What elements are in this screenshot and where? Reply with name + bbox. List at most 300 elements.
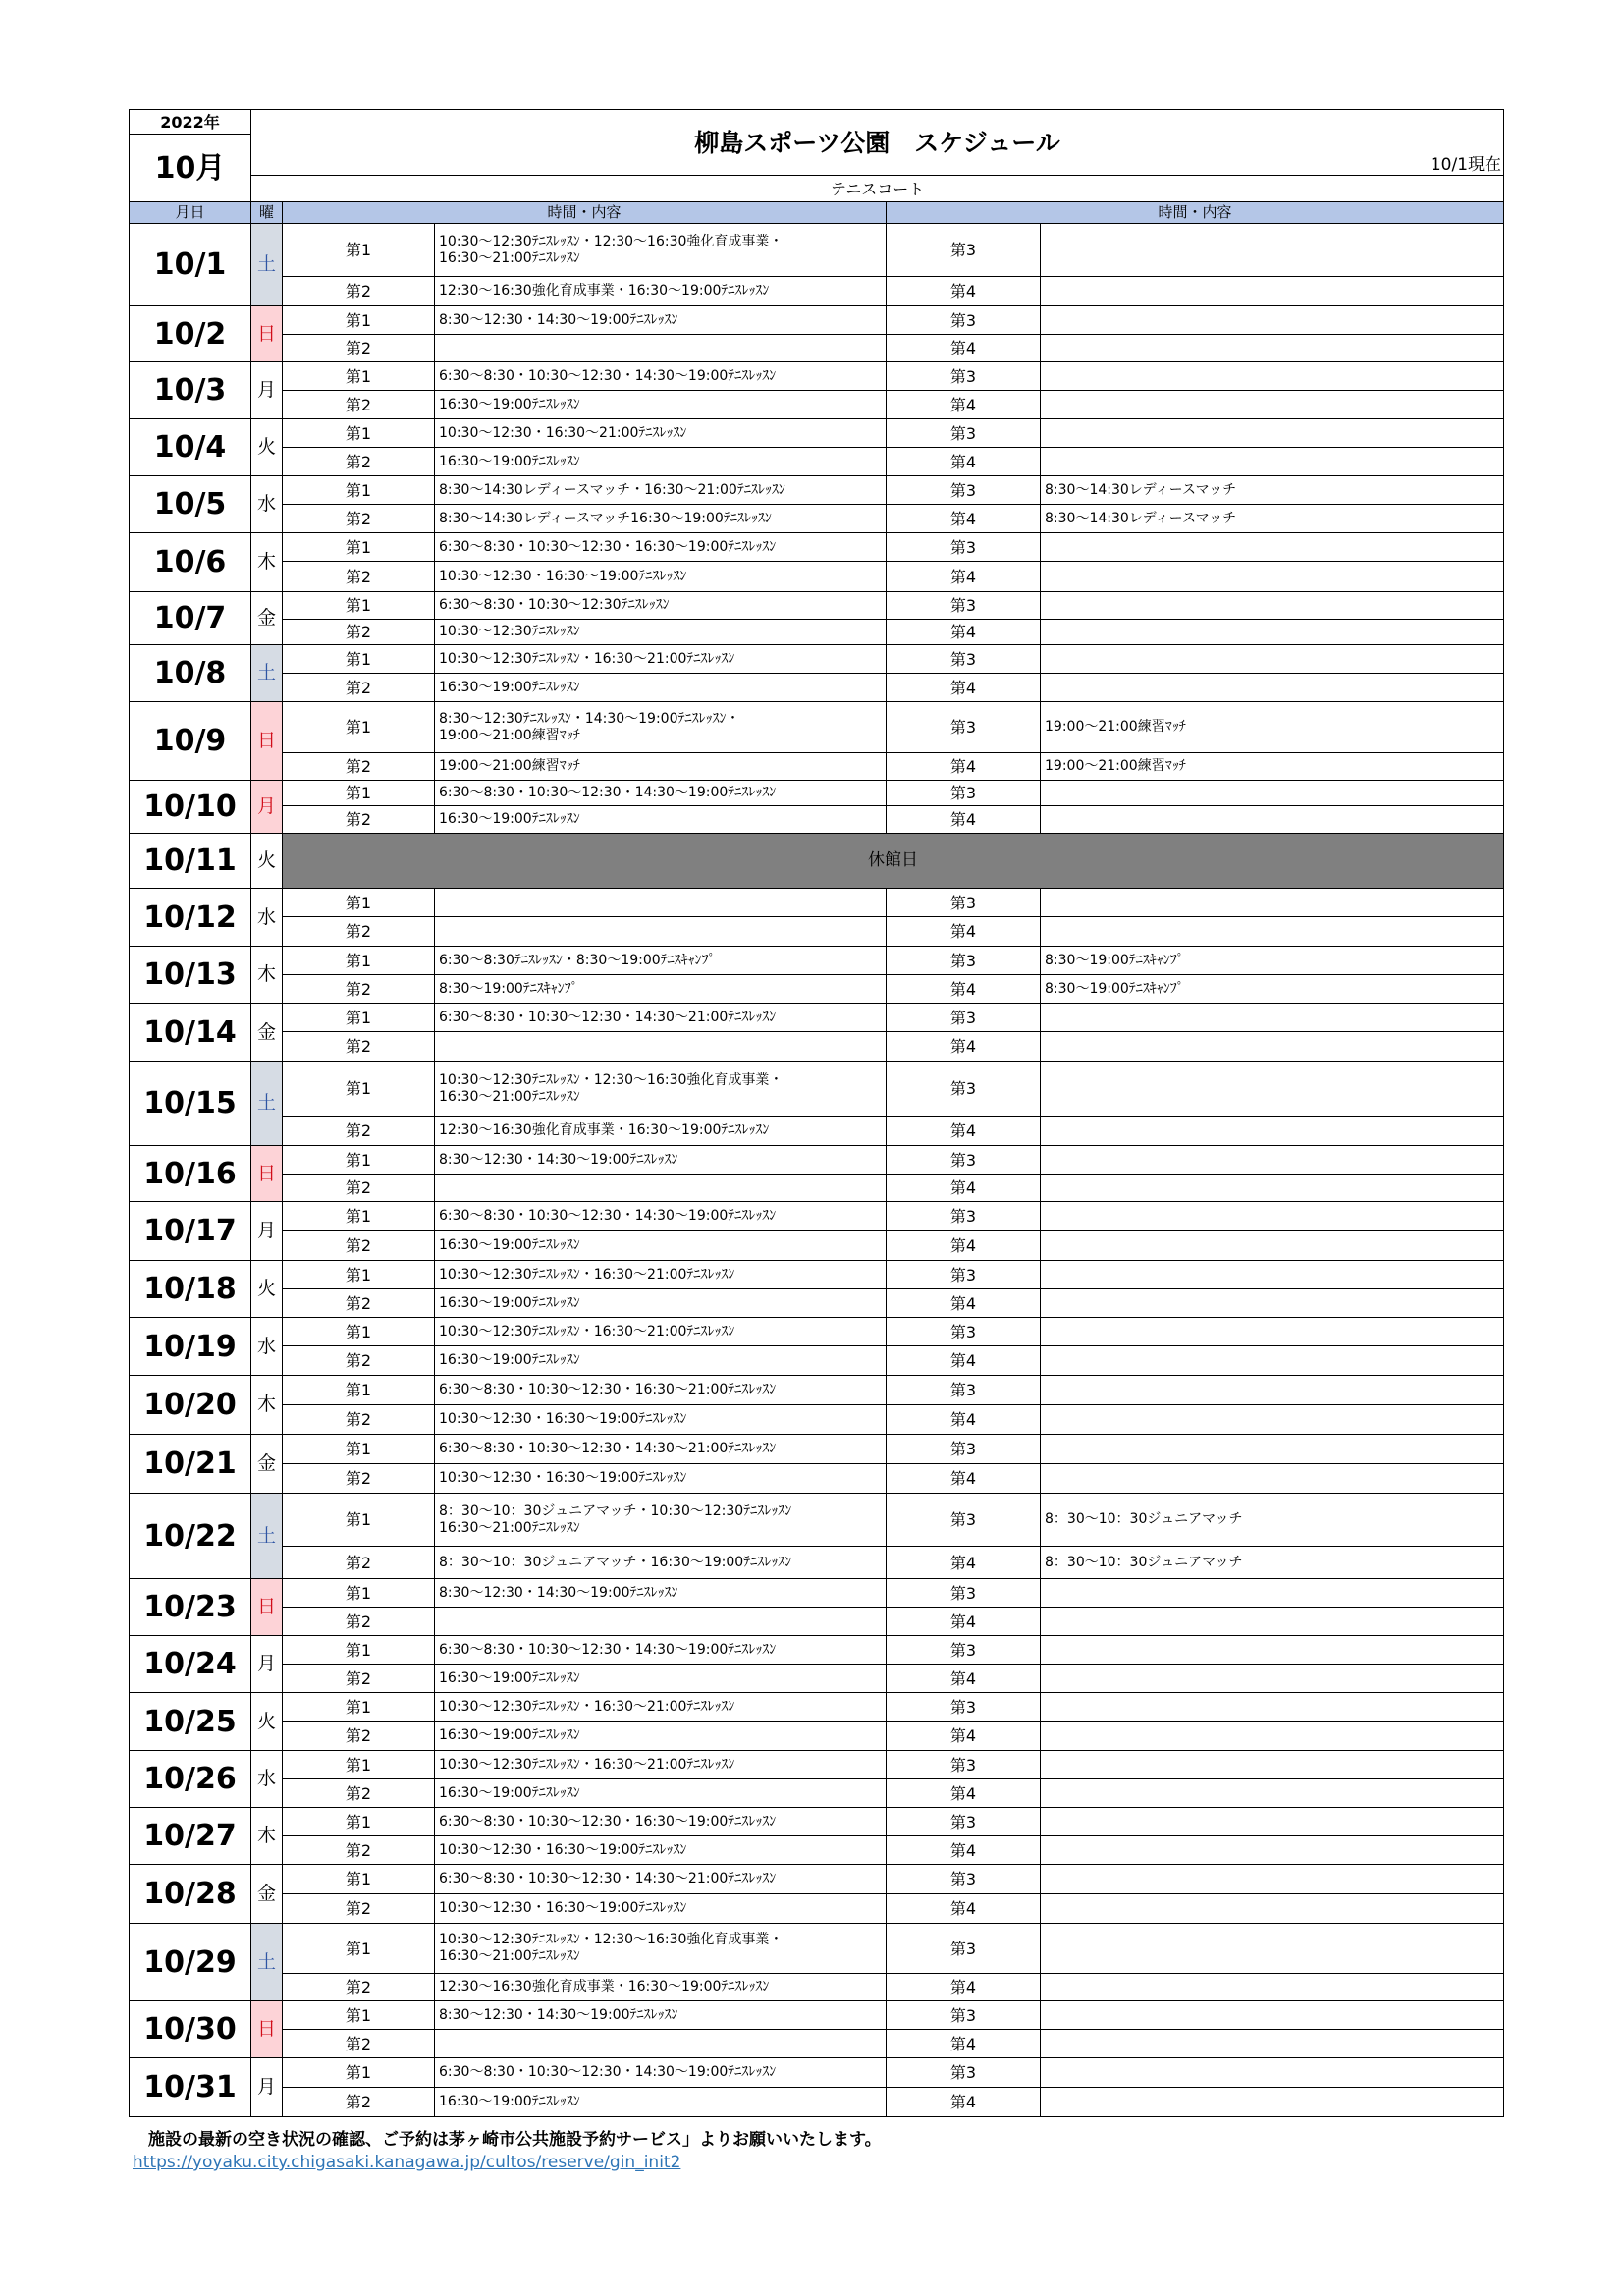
court-2-content: [435, 1175, 887, 1202]
day-row-second: [130, 1405, 1504, 1435]
day-row: [130, 1004, 1504, 1032]
court-3-content: 8：30～10：30ジュニアマッチ: [1041, 1494, 1504, 1547]
day-row: [130, 224, 1504, 277]
day-of-week: 日: [251, 1146, 283, 1202]
court-1-label: 第1: [283, 889, 435, 917]
day-row: [130, 533, 1504, 562]
court-3-content: [1041, 1435, 1504, 1464]
court-2-label: 第2: [283, 335, 435, 362]
schedule-sheet: [129, 109, 1503, 2117]
court-1-content: 6:30～8:30・10:30～12:30・14:30～19:00ﾃﾆｽﾚｯｽﾝ: [435, 1202, 887, 1231]
day-date: 10/27: [130, 1808, 251, 1865]
court-4-content: [1041, 1231, 1504, 1261]
day-row: [130, 1261, 1504, 1289]
court-3-content: [1041, 645, 1504, 674]
court-3-content: 19:00～21:00練習ﾏｯﾁ: [1041, 702, 1504, 753]
court-1-label: 第1: [283, 1579, 435, 1608]
day-date: 10/25: [130, 1693, 251, 1751]
court-2-label: 第2: [283, 1547, 435, 1579]
court-3-label: 第3: [887, 592, 1041, 620]
court-1-label: 第1: [283, 592, 435, 620]
court-2-content: 16:30～19:00ﾃﾆｽﾚｯｽﾝ: [435, 1231, 887, 1261]
court-1-label: 第1: [283, 1693, 435, 1722]
day-date: 10/6: [130, 533, 251, 592]
court-3-label: 第3: [887, 419, 1041, 448]
court-1-content: 6:30～8:30ﾃﾆｽﾚｯｽﾝ・8:30～19:00ﾃﾆｽｷｬﾝﾌﾟ: [435, 947, 887, 975]
court-2-label: 第2: [283, 1836, 435, 1865]
court-3-content: [1041, 592, 1504, 620]
court-3-label: 第3: [887, 1435, 1041, 1464]
court-2-content: 16:30～19:00ﾃﾆｽﾚｯｽﾝ: [435, 674, 887, 702]
court-4-content: [1041, 1894, 1504, 1924]
day-row-second: [130, 1722, 1504, 1751]
day-date: 10/16: [130, 1146, 251, 1202]
court-4-label: 第4: [887, 917, 1041, 947]
court-3-content: [1041, 2058, 1504, 2088]
day-row: [130, 1146, 1504, 1175]
court-1-content: 10:30～12:30ﾃﾆｽﾚｯｽﾝ・16:30～21:00ﾃﾆｽﾚｯｽﾝ: [435, 1261, 887, 1289]
court-2-content: 8：30～10：30ジュニアマッチ・16:30～19:00ﾃﾆｽﾚｯｽﾝ: [435, 1547, 887, 1579]
court-4-content: [1041, 917, 1504, 947]
day-of-week: 木: [251, 947, 283, 1004]
month-label: 10月: [130, 135, 251, 202]
day-of-week: 水: [251, 889, 283, 947]
day-of-week: 日: [251, 2001, 283, 2058]
court-2-label: 第2: [283, 1608, 435, 1636]
day-row: [130, 1435, 1504, 1464]
day-of-week: 日: [251, 306, 283, 362]
court-1-label: 第1: [283, 645, 435, 674]
court-1-content: 6:30～8:30・10:30～12:30・14:30～21:00ﾃﾆｽﾚｯｽﾝ: [435, 1865, 887, 1894]
footer-note: 施設の最新の空き状況の確認、ご予約は茅ヶ崎市公共施設予約サービス」よりお願いいたします。: [148, 2130, 882, 2150]
court-2-label: 第2: [283, 505, 435, 533]
court-2-content: 12:30～16:30強化育成事業・16:30～19:00ﾃﾆｽﾚｯｽﾝ: [435, 1974, 887, 2001]
court-1-content: 8:30～12:30・14:30～19:00ﾃﾆｽﾚｯｽﾝ: [435, 2001, 887, 2030]
day-of-week: 土: [251, 224, 283, 306]
court-2-label: 第2: [283, 1117, 435, 1146]
court-1-content: 8:30～14:30レディースマッチ・16:30～21:00ﾃﾆｽﾚｯｽﾝ: [435, 476, 887, 505]
as-of-date: 10/1現在: [1430, 155, 1502, 175]
court-4-label: 第4: [887, 1117, 1041, 1146]
court-3-content: [1041, 1376, 1504, 1405]
court-2-content: [435, 1608, 887, 1636]
court-3-label: 第3: [887, 224, 1041, 277]
court-4-content: [1041, 2088, 1504, 2117]
day-date: 10/29: [130, 1924, 251, 2001]
court-4-label: 第4: [887, 1405, 1041, 1435]
court-1-content: 10:30～12:30ﾃﾆｽﾚｯｽﾝ・16:30～21:00ﾃﾆｽﾚｯｽﾝ: [435, 1751, 887, 1779]
day-of-week: 金: [251, 1865, 283, 1924]
day-of-week: 木: [251, 533, 283, 592]
court-1-label: 第1: [283, 1004, 435, 1032]
court-1-content: 6:30～8:30・10:30～12:30・14:30～19:00ﾃﾆｽﾚｯｽﾝ: [435, 781, 887, 806]
court-1-content: 10:30～12:30ﾃﾆｽﾚｯｽﾝ・16:30～21:00ﾃﾆｽﾚｯｽﾝ: [435, 645, 887, 674]
court-3-content: [1041, 781, 1504, 806]
day-row-second: [130, 753, 1504, 781]
day-date: 10/12: [130, 889, 251, 947]
court-4-content: [1041, 1289, 1504, 1318]
court-2-label: 第2: [283, 2030, 435, 2058]
court-1-content: 6:30～8:30・10:30～12:30ﾃﾆｽﾚｯｽﾝ: [435, 592, 887, 620]
court-3-content: [1041, 362, 1504, 391]
court-2-label: 第2: [283, 1779, 435, 1808]
court-3-content: [1041, 1924, 1504, 1974]
court-1-content: 8：30～10：30ジュニアマッチ・10:30～12:30ﾃﾆｽﾚｯｽﾝ 16:30～21:00ﾃﾆｽﾚｯｽﾝ: [435, 1494, 887, 1547]
day-date: 10/4: [130, 419, 251, 476]
court-2-label: 第2: [283, 562, 435, 592]
court-1-label: 第1: [283, 1865, 435, 1894]
court-2-content: 10:30～12:30・16:30～19:00ﾃﾆｽﾚｯｽﾝ: [435, 1836, 887, 1865]
court-1-content: 6:30～8:30・10:30～12:30・16:30～21:00ﾃﾆｽﾚｯｽﾝ: [435, 1376, 887, 1405]
day-date: 10/24: [130, 1636, 251, 1693]
day-row: [130, 1808, 1504, 1836]
court-3-content: [1041, 1579, 1504, 1608]
court-2-content: 16:30～19:00ﾃﾆｽﾚｯｽﾝ: [435, 391, 887, 419]
day-date: 10/5: [130, 476, 251, 533]
court-2-label: 第2: [283, 1974, 435, 2001]
day-row-second: [130, 1665, 1504, 1693]
court-3-label: 第3: [887, 1261, 1041, 1289]
court-3-content: [1041, 1318, 1504, 1346]
day-row-second: [130, 1608, 1504, 1636]
court-4-content: 8：30～10：30ジュニアマッチ: [1041, 1547, 1504, 1579]
court-2-content: 16:30～19:00ﾃﾆｽﾚｯｽﾝ: [435, 1289, 887, 1318]
day-row-second: [130, 2088, 1504, 2117]
court-1-content: 10:30～12:30ﾃﾆｽﾚｯｽﾝ・12:30～16:30強化育成事業・ 16:30～21:00ﾃﾆｽﾚｯｽﾝ: [435, 1924, 887, 1974]
court-4-content: 8:30～14:30レディースマッチ: [1041, 505, 1504, 533]
court-1-label: 第1: [283, 533, 435, 562]
court-4-content: [1041, 562, 1504, 592]
court-4-label: 第4: [887, 1836, 1041, 1865]
court-3-label: 第3: [887, 947, 1041, 975]
court-3-content: [1041, 1751, 1504, 1779]
court-3-label: 第3: [887, 1494, 1041, 1547]
court-2-label: 第2: [283, 2088, 435, 2117]
court-1-content: [435, 889, 887, 917]
court-2-content: [435, 1032, 887, 1062]
court-3-content: [1041, 1865, 1504, 1894]
court-3-label: 第3: [887, 1693, 1041, 1722]
day-date: 10/31: [130, 2058, 251, 2117]
title-text: 柳島スポーツ公園 スケジュール: [694, 128, 1060, 157]
court-1-label: 第1: [283, 1146, 435, 1175]
court-1-label: 第1: [283, 2001, 435, 2030]
court-1-content: 6:30～8:30・10:30～12:30・16:30～19:00ﾃﾆｽﾚｯｽﾝ: [435, 533, 887, 562]
court-1-content: 10:30～12:30ﾃﾆｽﾚｯｽﾝ・12:30～16:30強化育成事業・ 16:30～21:00ﾃﾆｽﾚｯｽﾝ: [435, 1062, 887, 1117]
day-of-week: 土: [251, 645, 283, 702]
court-4-content: [1041, 1974, 1504, 2001]
day-date: 10/7: [130, 592, 251, 645]
court-2-content: 16:30～19:00ﾃﾆｽﾚｯｽﾝ: [435, 1779, 887, 1808]
day-row-second: [130, 806, 1504, 834]
col-content1-header: 時間・内容: [283, 202, 887, 224]
day-of-week: 火: [251, 1693, 283, 1751]
court-1-label: 第1: [283, 1261, 435, 1289]
day-of-week: 月: [251, 362, 283, 419]
day-of-week: 火: [251, 419, 283, 476]
court-4-label: 第4: [887, 1032, 1041, 1062]
page-title: [251, 110, 1504, 176]
court-3-label: 第3: [887, 1636, 1041, 1665]
court-3-label: 第3: [887, 2001, 1041, 2030]
court-4-label: 第4: [887, 1289, 1041, 1318]
day-of-week: 日: [251, 702, 283, 781]
court-4-content: [1041, 1346, 1504, 1376]
court-4-label: 第4: [887, 448, 1041, 476]
court-1-label: 第1: [283, 476, 435, 505]
court-3-content: [1041, 1636, 1504, 1665]
day-row: [130, 1579, 1504, 1608]
court-1-content: 6:30～8:30・10:30～12:30・14:30～21:00ﾃﾆｽﾚｯｽﾝ: [435, 1004, 887, 1032]
day-row-second: [130, 505, 1504, 533]
day-of-week: 木: [251, 1376, 283, 1435]
day-of-week: 土: [251, 1062, 283, 1146]
court-3-content: [1041, 2001, 1504, 2030]
court-2-content: 8:30～19:00ﾃﾆｽｷｬﾝﾌﾟ: [435, 975, 887, 1004]
day-date: 10/13: [130, 947, 251, 1004]
day-date: 10/9: [130, 702, 251, 781]
court-1-label: 第1: [283, 306, 435, 335]
court-4-content: [1041, 1722, 1504, 1751]
day-row: [130, 362, 1504, 391]
day-date: 10/15: [130, 1062, 251, 1146]
day-of-week: 火: [251, 834, 283, 889]
court-4-label: 第4: [887, 562, 1041, 592]
court-1-label: 第1: [283, 362, 435, 391]
court-2-content: 16:30～19:00ﾃﾆｽﾚｯｽﾝ: [435, 2088, 887, 2117]
court-2-label: 第2: [283, 1665, 435, 1693]
court-3-content: [1041, 1693, 1504, 1722]
court-2-content: 12:30～16:30強化育成事業・16:30～19:00ﾃﾆｽﾚｯｽﾝ: [435, 277, 887, 306]
day-of-week: 金: [251, 1004, 283, 1062]
day-row-second: [130, 335, 1504, 362]
court-2-label: 第2: [283, 1464, 435, 1494]
court-4-content: [1041, 806, 1504, 834]
court-2-content: 16:30～19:00ﾃﾆｽﾚｯｽﾝ: [435, 806, 887, 834]
day-row-second: [130, 1117, 1504, 1146]
day-row: [130, 1062, 1504, 1117]
court-3-content: 8:30～19:00ﾃﾆｽｷｬﾝﾌﾟ: [1041, 947, 1504, 975]
court-3-label: 第3: [887, 645, 1041, 674]
day-date: 10/23: [130, 1579, 251, 1636]
court-4-label: 第4: [887, 1175, 1041, 1202]
court-4-label: 第4: [887, 1346, 1041, 1376]
day-row: [130, 592, 1504, 620]
day-row-second: [130, 1779, 1504, 1808]
day-row-second: [130, 1175, 1504, 1202]
closed-label: 休館日: [283, 834, 1504, 889]
court-2-label: 第2: [283, 391, 435, 419]
court-1-label: 第1: [283, 947, 435, 975]
court-2-content: 10:30～12:30・16:30～19:00ﾃﾆｽﾚｯｽﾝ: [435, 1405, 887, 1435]
court-2-label: 第2: [283, 1032, 435, 1062]
court-3-content: [1041, 224, 1504, 277]
day-row-second: [130, 1289, 1504, 1318]
day-row: [130, 1693, 1504, 1722]
court-4-label: 第4: [887, 2030, 1041, 2058]
court-1-content: 6:30～8:30・10:30～12:30・14:30～19:00ﾃﾆｽﾚｯｽﾝ: [435, 1636, 887, 1665]
court-1-label: 第1: [283, 2058, 435, 2088]
day-date: 10/18: [130, 1261, 251, 1318]
day-row: [130, 1636, 1504, 1665]
day-row: [130, 1924, 1504, 1974]
day-of-week: 木: [251, 1808, 283, 1865]
day-of-week: 金: [251, 592, 283, 645]
court-3-label: 第3: [887, 1579, 1041, 1608]
court-4-content: [1041, 335, 1504, 362]
court-4-content: [1041, 1175, 1504, 1202]
schedule-table: [129, 109, 1504, 2117]
court-2-content: [435, 335, 887, 362]
day-row: [130, 476, 1504, 505]
day-date: 10/1: [130, 224, 251, 306]
day-row-second: [130, 674, 1504, 702]
day-date: 10/26: [130, 1751, 251, 1808]
day-row-second: [130, 391, 1504, 419]
court-4-content: 19:00～21:00練習ﾏｯﾁ: [1041, 753, 1504, 781]
day-of-week: 月: [251, 2058, 283, 2117]
court-3-label: 第3: [887, 1924, 1041, 1974]
court-3-content: [1041, 419, 1504, 448]
day-date: 10/10: [130, 781, 251, 834]
court-2-content: [435, 2030, 887, 2058]
day-row-second: [130, 1894, 1504, 1924]
court-3-label: 第3: [887, 1808, 1041, 1836]
court-1-content: 10:30～12:30ﾃﾆｽﾚｯｽﾝ・12:30～16:30強化育成事業・ 16:30～21:00ﾃﾆｽﾚｯｽﾝ: [435, 224, 887, 277]
court-3-label: 第3: [887, 1062, 1041, 1117]
day-date: 10/11: [130, 834, 251, 889]
court-3-label: 第3: [887, 2058, 1041, 2088]
court-1-content: 8:30～12:30ﾃﾆｽﾚｯｽﾝ・14:30～19:00ﾃﾆｽﾚｯｽﾝ・ 19:00～21:00練習ﾏｯﾁ: [435, 702, 887, 753]
day-row-second: [130, 1464, 1504, 1494]
day-row-second: [130, 975, 1504, 1004]
court-1-label: 第1: [283, 1318, 435, 1346]
day-of-week: 金: [251, 1435, 283, 1494]
court-1-label: 第1: [283, 1636, 435, 1665]
court-3-label: 第3: [887, 476, 1041, 505]
day-row: [130, 2058, 1504, 2088]
day-of-week: 水: [251, 476, 283, 533]
court-4-label: 第4: [887, 1894, 1041, 1924]
court-2-label: 第2: [283, 277, 435, 306]
court-2-content: 12:30～16:30強化育成事業・16:30～19:00ﾃﾆｽﾚｯｽﾝ: [435, 1117, 887, 1146]
court-4-label: 第4: [887, 335, 1041, 362]
court-4-label: 第4: [887, 1464, 1041, 1494]
year-label: 2022年: [130, 110, 251, 135]
court-3-label: 第3: [887, 1751, 1041, 1779]
court-1-label: 第1: [283, 1376, 435, 1405]
court-4-label: 第4: [887, 1608, 1041, 1636]
day-row-second: [130, 448, 1504, 476]
court-2-content: 16:30～19:00ﾃﾆｽﾚｯｽﾝ: [435, 448, 887, 476]
court-1-content: 10:30～12:30ﾃﾆｽﾚｯｽﾝ・16:30～21:00ﾃﾆｽﾚｯｽﾝ: [435, 1318, 887, 1346]
court-1-content: 10:30～12:30ﾃﾆｽﾚｯｽﾝ・16:30～21:00ﾃﾆｽﾚｯｽﾝ: [435, 1693, 887, 1722]
day-row-second: [130, 2030, 1504, 2058]
day-date: 10/22: [130, 1494, 251, 1579]
court-3-content: [1041, 1146, 1504, 1175]
court-2-label: 第2: [283, 1231, 435, 1261]
court-3-label: 第3: [887, 1376, 1041, 1405]
day-row: [130, 1376, 1504, 1405]
court-4-content: [1041, 674, 1504, 702]
court-3-content: [1041, 306, 1504, 335]
reservation-link[interactable]: https://yoyaku.city.chigasaki.kanagawa.jp/cultos/reserve/gin_init2: [133, 2153, 681, 2172]
court-2-label: 第2: [283, 753, 435, 781]
court-4-content: 8:30～19:00ﾃﾆｽｷｬﾝﾌﾟ: [1041, 975, 1504, 1004]
col-dow-header: 曜: [251, 202, 283, 224]
day-of-week: 水: [251, 1751, 283, 1808]
day-row-second: [130, 1974, 1504, 2001]
court-3-label: 第3: [887, 1146, 1041, 1175]
day-date: 10/17: [130, 1202, 251, 1261]
court-4-label: 第4: [887, 1779, 1041, 1808]
court-1-label: 第1: [283, 1494, 435, 1547]
day-row: [130, 1494, 1504, 1547]
day-row-second: [130, 1547, 1504, 1579]
court-2-content: 16:30～19:00ﾃﾆｽﾚｯｽﾝ: [435, 1346, 887, 1376]
day-date: 10/3: [130, 362, 251, 419]
day-row: [130, 1751, 1504, 1779]
court-2-content: 10:30～12:30ﾃﾆｽﾚｯｽﾝ: [435, 620, 887, 645]
court-3-content: [1041, 533, 1504, 562]
day-row: [130, 889, 1504, 917]
day-row: [130, 1318, 1504, 1346]
court-1-content: 8:30～12:30・14:30～19:00ﾃﾆｽﾚｯｽﾝ: [435, 306, 887, 335]
court-1-label: 第1: [283, 1202, 435, 1231]
day-of-week: 月: [251, 1202, 283, 1261]
court-3-label: 第3: [887, 362, 1041, 391]
court-1-content: 6:30～8:30・10:30～12:30・14:30～21:00ﾃﾆｽﾚｯｽﾝ: [435, 1435, 887, 1464]
day-row: [130, 645, 1504, 674]
court-2-content: 16:30～19:00ﾃﾆｽﾚｯｽﾝ: [435, 1722, 887, 1751]
day-date: 10/8: [130, 645, 251, 702]
court-3-label: 第3: [887, 1865, 1041, 1894]
court-3-label: 第3: [887, 306, 1041, 335]
court-3-label: 第3: [887, 533, 1041, 562]
court-1-label: 第1: [283, 1808, 435, 1836]
court-4-label: 第4: [887, 2088, 1041, 2117]
court-2-content: 8:30～14:30レディースマッチ16:30～19:00ﾃﾆｽﾚｯｽﾝ: [435, 505, 887, 533]
court-4-label: 第4: [887, 1665, 1041, 1693]
court-3-content: [1041, 1261, 1504, 1289]
day-date: 10/28: [130, 1865, 251, 1924]
court-4-content: [1041, 1665, 1504, 1693]
day-of-week: 火: [251, 1261, 283, 1318]
court-2-label: 第2: [283, 674, 435, 702]
court-4-content: [1041, 2030, 1504, 2058]
court-3-label: 第3: [887, 1202, 1041, 1231]
day-row: [130, 947, 1504, 975]
day-row: [130, 419, 1504, 448]
court-4-label: 第4: [887, 753, 1041, 781]
day-date: 10/30: [130, 2001, 251, 2058]
court-3-content: [1041, 1808, 1504, 1836]
day-date: 10/14: [130, 1004, 251, 1062]
court-2-label: 第2: [283, 620, 435, 645]
day-row-second: [130, 620, 1504, 645]
court-3-content: 8:30～14:30レディースマッチ: [1041, 476, 1504, 505]
court-4-content: [1041, 277, 1504, 306]
court-3-label: 第3: [887, 1318, 1041, 1346]
court-4-content: [1041, 1464, 1504, 1494]
court-2-label: 第2: [283, 1175, 435, 1202]
court-1-label: 第1: [283, 1435, 435, 1464]
court-4-content: [1041, 1779, 1504, 1808]
court-2-label: 第2: [283, 917, 435, 947]
court-4-label: 第4: [887, 1974, 1041, 2001]
court-2-label: 第2: [283, 806, 435, 834]
day-row-second: [130, 1346, 1504, 1376]
